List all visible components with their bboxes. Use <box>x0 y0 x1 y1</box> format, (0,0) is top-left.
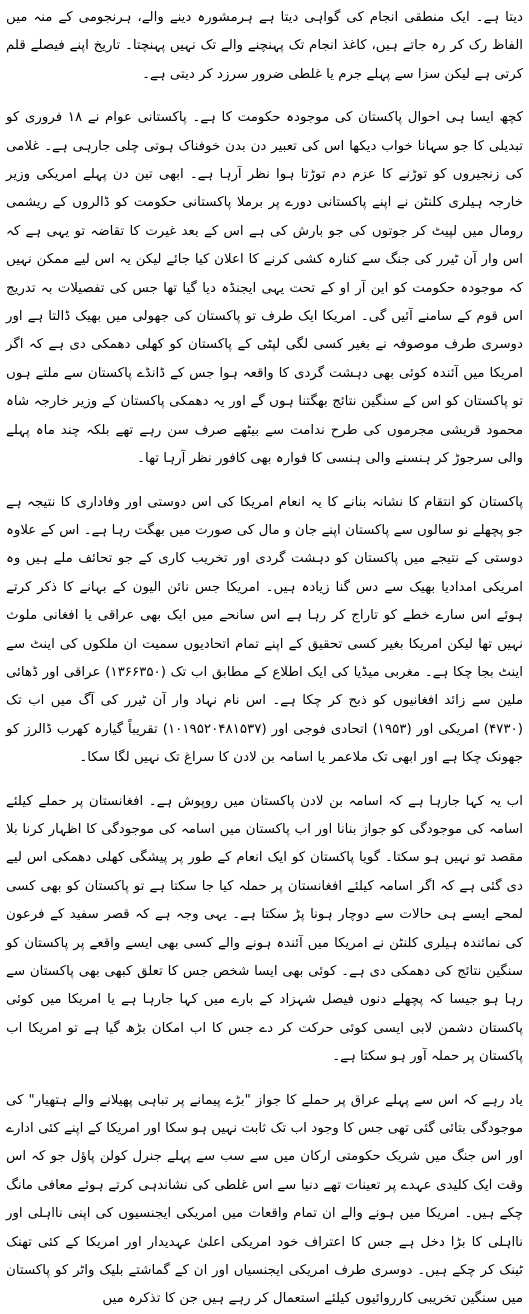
article-paragraph-4: اب یہ کہا جارہا ہے کہ اسامہ بن لادن پاکستان میں روپوش ہے۔ افغانستان پر حملے کیلئے اسامہ کی موجودگی کو جواز بنانا اور اب پاکستان میں اسامہ کی موجودگی کا اظہار کرنا بلا مقصد تو نہیں ہو سکتا۔ گویا پاکستان کو ایک انعام کے طور پر پیشگی کھلی دھمکی اس لیے دی گئی ہے کہ اگر اسامہ کیلئے افغانستان پر حملہ کیا جا سکتا ہے تو پاکستان کو بھی کسی لمحے ایسے ہی حالات سے دوچار ہونا پڑ سکتا ہے۔ یہی وجہ ہے کہ قصر سفید کے فرعون کی نمائندہ ہیلری کلنٹن نے امریکا میں آئندہ ہونے والے کسی بھی ایسے واقعے پر پاکستان کو سنگین نتائج کی دھمکی دی ہے۔ کوئی بھی ایسا شخص جس کا تعلق کبھی بھی پاکستان سے رہا ہو جیسا کہ پچھلے دنوں فیصل شہزاد کے بارے میں کہا جارہا ہے یا امریکا میں کوئی پاکستان دشمن لابی ایسی کوئی حرکت کر دے جس کا اب امکان بڑھ گیا ہے تو امریکا اب پاکستان پر حملہ آور ہو سکتا ہے۔ <box>6 793 523 1065</box>
article-paragraph-3: پاکستان کو انتقام کا نشانہ بنانے کا یہ انعام امریکا کی اس دوستی اور وفاداری کا نتیجہ ہے جو پچھلے نو سالوں سے پاکستان اپنے جان و مال کی صورت میں بھگت رہا ہے۔ اس کے علاوہ دوستی کے نتیجے میں پاکستان کو دہشت گردی اور تخریب کاری کے جو تحائف ملے ہیں وہ امریکی امدادیا بھیک سے دس گنا زیادہ ہیں۔ امریکا جس نائن الیون کے بہانے کا ذکر کرتے ہوئے اس سارے خطے کو تاراج کر رہا ہے اس سانحے میں ایک بھی عراقی یا افغانی ملوث نہیں تھا لیکن امریکا بغیر کسی تحقیق کے اپنے تمام اتحادیوں سمیت ان ملکوں کی اینٹ سے اینٹ بجا چکا ہے۔ مغربی میڈیا کی ایک اطلاع کے مطابق اب تک (۱۳۶۶۳۵۰) عراقی اور ڈھائی ملین سے زائد افغانیوں کو ذبح کر چکا ہے۔ اس نام نہاد وار آن ٹیرر کی آگ میں اب تک (۴۷۳۰) امریکی اور (۱۹۵۳) اتحادی فوجی اور (۱۰۱۹۵۲۰۴۸۱۵۳۷) تقریباً گیارہ کھرب ڈالرز کو جھونک چکا ہے اور ابھی تک ملاعمر یا اسامہ بن لادن کا سراغ تک نہیں لگا سکا۔ <box>6 494 523 766</box>
article-paragraph-5: یاد رہے کہ اس سے پہلے عراق پر حملے کا جواز "بڑے پیمانے پر تباہی پھیلانے والے ہتھیار" کی موجودگی بتائی گئی تھی جس کا وجود اب تک ثابت نہیں ہو سکا اور امریکا کے اپنے کئی ادارے اور اس جنگ میں شریک حکومتی ارکان میں سے سب سے پہلے جنرل کولن پاؤل جو کہ اس وقت ایک کلیدی عہدے پر تعینات تھے دنیا سے اس غلطی کی نشاندہی کرتے ہوئے معافی مانگ چکے ہیں۔ امریکا میں ہونے والے ان تمام واقعات میں امریکی ایجنسیوں کی اپنی نااہلی اور نااہلی کا بڑا دخل ہے جس کا اعتراف خود امریکی اعلیٰ عہدیدار اور امریکا کے کئی تھنک ٹینک کر چکے ہیں۔ دوسری طرف امریکی ایجنسیاں اور ان کے گماشتے بلیک واٹر کو پاکستان میں سنگین تخریبی کارروائیوں کیلئے استعمال کر رہے ہیں جن کا تذکرہ میں <box>6 1092 523 1307</box>
article-paragraph-1: دیتا ہے۔ ایک منطقی انجام کی گواہی دیتا ہے ہرمشورہ دینے والے، ہرنجومی کے منہ میں الفاظ رک کر رہ جاتے ہیں، کاغذ انجام تک پہنچنے والے تک نہیں پہنچتا۔ تاریخ اپنے فیصلے قلم کرتی ہے لیکن سزا سے پہلے جرم یا غلطی ضرور سرزد کر دیتی ہے۔ <box>6 10 523 82</box>
article-paragraph-2: کچھ ایسا ہی احوال پاکستان کی موجودہ حکومت کا ہے۔ پاکستانی عوام نے ۱۸ فروری کو تبدیلی کا جو سہانا خواب دیکھا اس کی تعبیر دن بدن خوفناک ہوتی چلی جارہی ہے۔ غلامی کی زنجیروں کو توڑنے کا عزم دم توڑتا ہوا نظر آرہا ہے۔ ابھی تین دن پہلے امریکی وزیر خارجہ ہیلری کلنٹن نے اپنے پاکستانی دورے پر برملا پاکستانی حکومت کو ڈالروں کے ریشمی رومال میں لپیٹ کر جوتوں کی جو بارش کی ہے اس کے بعد غیرت کا تقاضہ تو یہی ہے کہ اس وار آن ٹیرر کی جنگ سے کنارہ کشی کرنے کا اعلان کیا جائے لیکن یہ اس لیے ممکن نہیں کہ موجودہ حکومت کو این آر او کے تحت یہی ایجنڈہ دیا گیا تھا جس کی تفصیلات بہ تدریج اس قوم کے سامنے آئیں گی۔ امریکا ایک طرف تو پاکستان کی جھولی میں بھیک ڈالتا ہے اور دوسری طرف موصوفہ نے بغیر کسی لگی لپٹی کے پاکستان کو کھلی دھمکی دی ہے کہ اگر امریکا میں آئندہ کوئی بھی دہشت گردی کا واقعہ ہوا جس کے ڈانڈے پاکستان سے ملتے ہوں تو پاکستان کو اس کے سنگین نتائج بھگتنا ہوں گے اور یہ دھمکی پاکستان کے وزیر خارجہ شاہ محمود قریشی مجرموں کی طرح ندامت سے بیٹھے صرف سن رہے تھے بلکہ چند ماہ پہلے والی سرجوڑ کر ہنسنے والی ہنسی کا فوارہ بھی کافور نظر آرہا تھا۔ <box>6 110 524 467</box>
